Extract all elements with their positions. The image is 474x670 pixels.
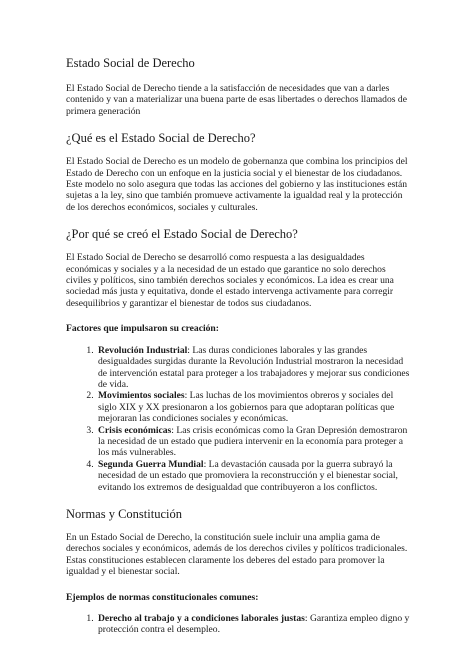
list-item-term: Derecho al trabajo y a condiciones laborales justas (98, 613, 305, 624)
list-item-term: Crisis económicas (98, 424, 172, 436)
list-item-text: : Las crisis económicas como la Gran Depresión demostraron la necesidad de un estado que pudiera intervenir en la economía para proteger a los más vulnerables. (98, 424, 408, 459)
list-item-text: : Las luchas de los movimientos obreros y sociales del siglo XIX y XX presionaron a los gobiernos para que adoptaran políticas que mejoraran las condiciones sociales y económicas. (98, 390, 395, 425)
section-heading-why-created: ¿Por qué se creó el Estado Social de Derecho? (66, 227, 298, 242)
subheading-factors: Factores que impulsaron su creación: (66, 323, 219, 335)
list-item-text: : La devastación causada por la guerra subrayó la necesidad de un estado que promoviera la reconstrucción y el bienestar social, evitando los extremos de desigualdad que contribuyeron a los conflictos. (98, 458, 398, 493)
list-item-term: Segunda Guerra Mundial (98, 458, 204, 470)
list-item-term: Movimientos sociales (98, 390, 185, 402)
examples-list (66, 613, 410, 636)
section-paragraph-why-created: El Estado Social de Derecho se desarrolló como respuesta a las desigualdades económicas y sociales y a la necesidad de un estado que garantice no solo derechos civiles y políticos, sino también derechos sociales y económicos. La idea es crear una sociedad más justa y equitativa, donde el estado intervenga activamente para corregir desequilibrios y garantizar el bienestar de todos sus ciudadanos. (66, 252, 394, 309)
list-item-term: Revolución Industrial (98, 344, 188, 356)
list-item (96, 390, 410, 424)
subheading-examples: Ejemplos de normas constitucionales comunes: (66, 591, 259, 603)
list-item-text: : Garantiza empleo digno y protección contra el desempleo. (98, 613, 410, 636)
intro-paragraph: El Estado Social de Derecho tiende a la satisfacción de necesidades que van a darles contenido y van a materializar una buena parte de esas libertades o derechos llamados de primera generación (66, 83, 407, 117)
section-paragraph-norms: En un Estado Social de Derecho, la constitución suele incluir una amplia gama de derechos sociales y económicos, además de los derechos civiles y políticos tradicionales. Estas constituciones establecen claramente los deberes del estado para promover la igualdad y el bienestar social. (66, 531, 408, 578)
list-item (96, 613, 410, 636)
document-title: Estado Social de Derecho (66, 56, 195, 70)
list-item (96, 345, 410, 391)
section-heading-what-is: ¿Qué es el Estado Social de Derecho? (66, 131, 256, 146)
factors-list (66, 345, 410, 493)
section-heading-norms: Normas y Constitución (66, 506, 182, 521)
list-item (96, 425, 410, 459)
list-item (96, 459, 410, 493)
section-paragraph-what-is: El Estado Social de Derecho es un modelo de gobernanza que combina los principios del Estado de Derecho con un enfoque en la justicia social y el bienestar de los ciudadanos. Este modelo no solo asegura que todas las acciones del gobierno y las instituciones están sujetas a la ley, sino que también promueve activamente la igualdad real y la protección de los derechos económicos, sociales y culturales. (66, 156, 408, 213)
list-item-text: : Las duras condiciones laborales y las grandes desigualdades surgidas durante la Revolución Industrial mostraron la necesidad de intervención estatal para proteger a los trabajadores y mejorar sus condiciones de vida. (98, 344, 410, 390)
